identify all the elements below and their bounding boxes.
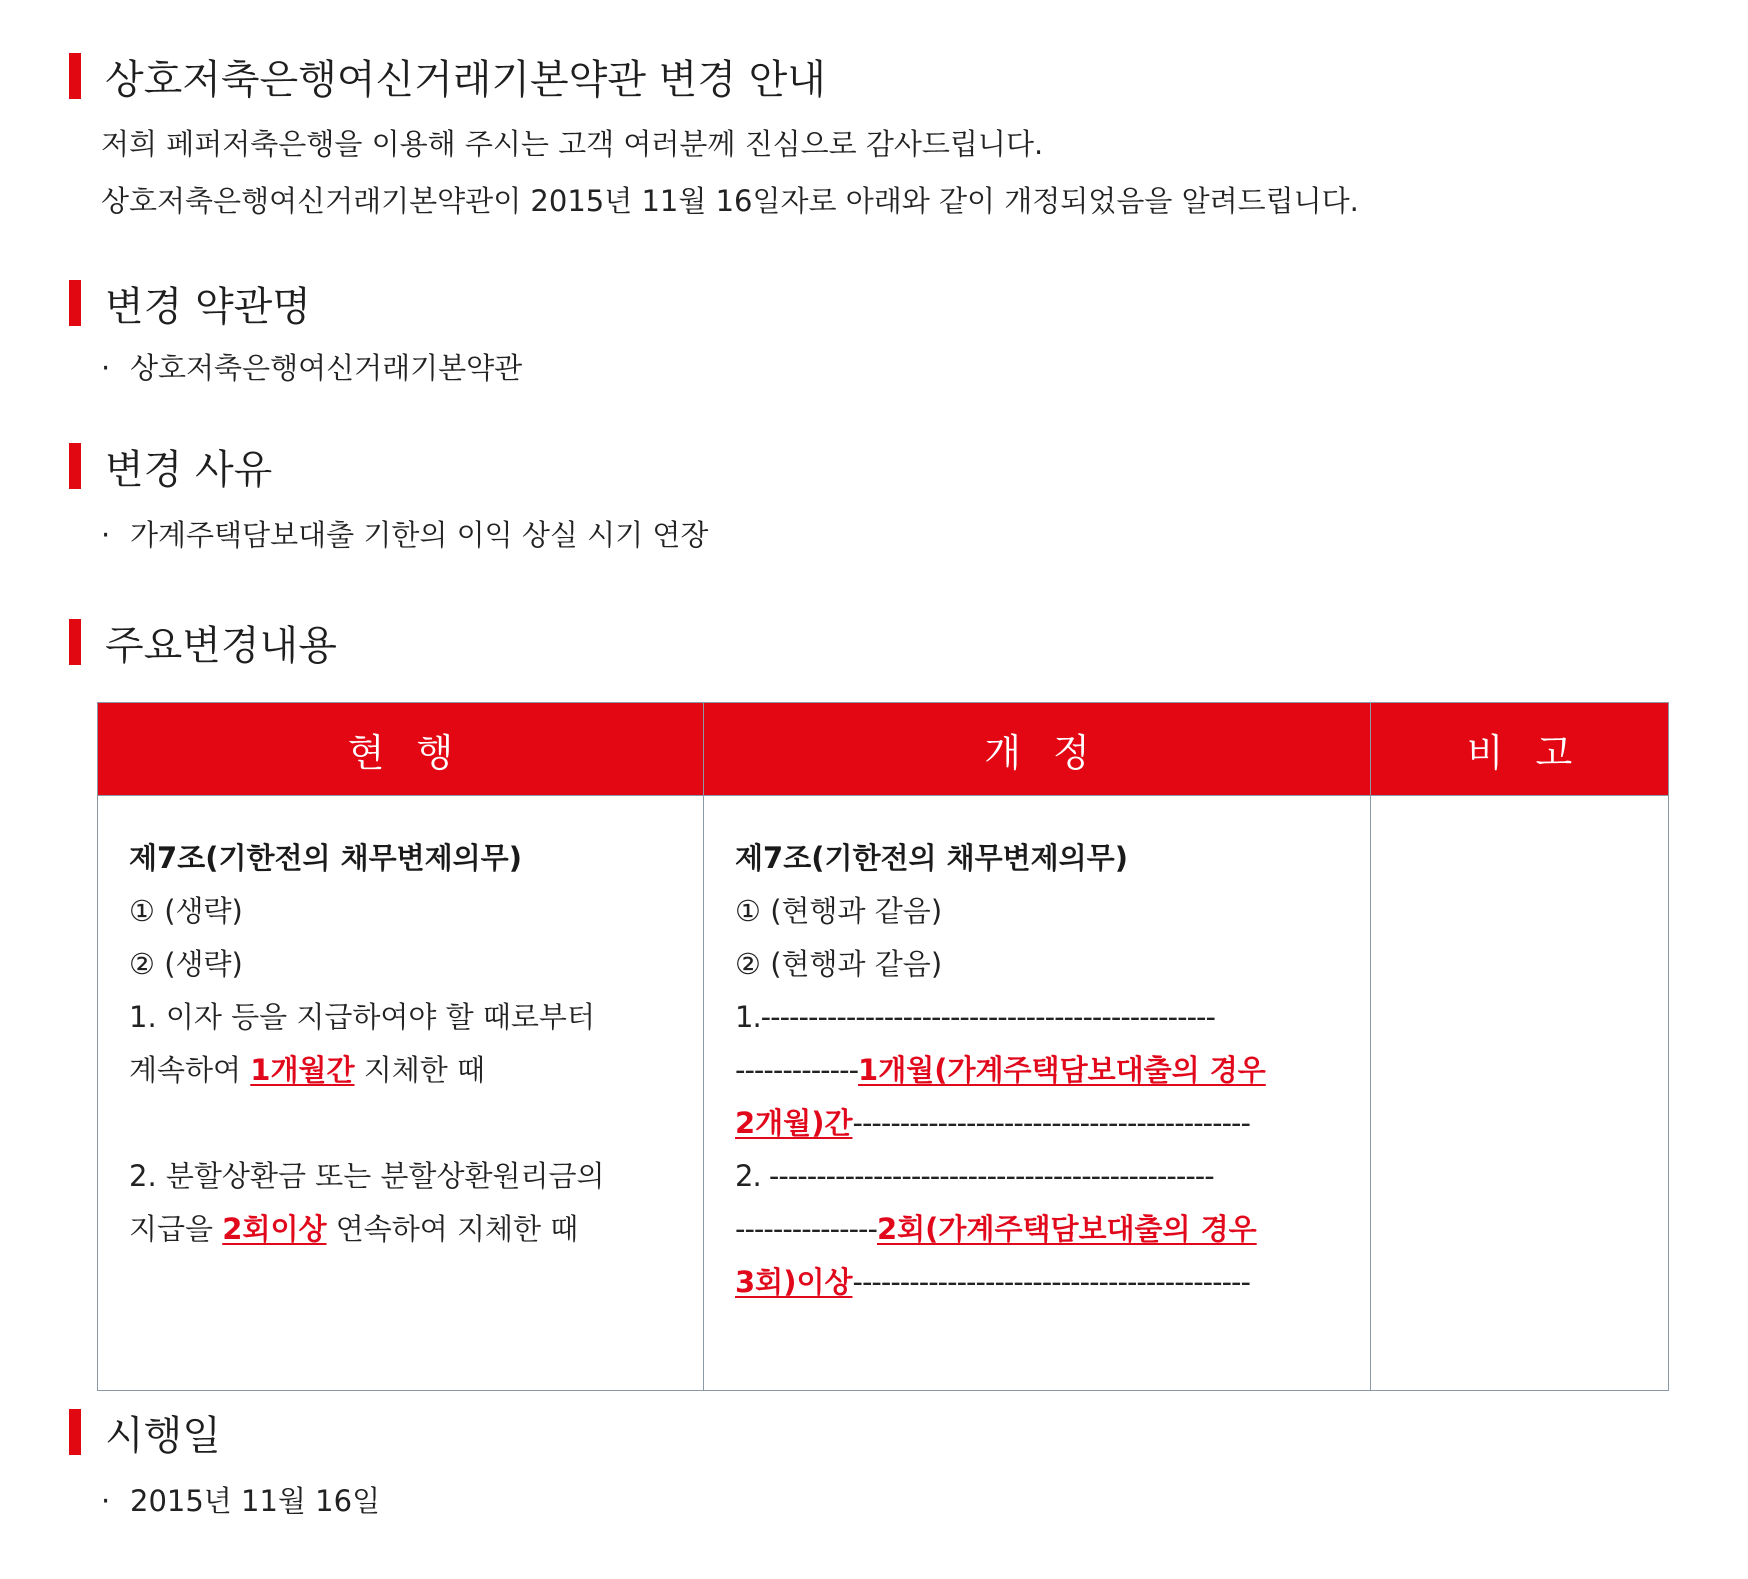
intro-line-2: 상호저축은행여신거래기본약관이 2015년 11월 16일자로 아래와 같이 개정되었음을 알려드립니다. — [101, 184, 1359, 218]
text-span: 계속하여 — [129, 1053, 251, 1087]
dash-span: --------------- — [735, 1212, 877, 1246]
highlight-text: 1개월간 — [250, 1053, 355, 1087]
section-marker — [69, 1409, 81, 1455]
current-heading: 제7조(기한전의 채무변제의무) — [129, 841, 522, 875]
table-header-row — [98, 703, 1669, 796]
section-title-reason — [69, 443, 273, 493]
note-cell — [1371, 796, 1669, 1391]
current-cell — [98, 796, 704, 1391]
revised-line-8 — [735, 1256, 1370, 1309]
section-title-changes — [69, 619, 337, 669]
terms-item-text: 상호저축은행여신거래기본약관 — [130, 351, 523, 385]
effective-title: 시행일 — [105, 1412, 221, 1459]
revised-line-2: ② (현행과 같음) — [735, 947, 943, 981]
terms-title: 변경 약관명 — [105, 283, 311, 330]
reason-title: 변경 사유 — [105, 446, 273, 493]
highlight-text: 2개월)간 — [735, 1106, 853, 1140]
revised-line-3: 1.------------------------------------------------ — [735, 1000, 1215, 1034]
dash-span: ------------------------------------------ — [852, 1265, 1250, 1299]
header-revised: 개정 — [704, 703, 1371, 796]
current-line-4 — [129, 1044, 703, 1097]
bullet-dot: · — [101, 351, 111, 385]
section-title-notice — [69, 53, 826, 103]
text-span: 지체한 때 — [354, 1053, 486, 1087]
section-marker — [69, 280, 81, 326]
header-note: 비고 — [1371, 703, 1669, 796]
terms-item — [101, 348, 522, 388]
changes-table — [97, 702, 1669, 1391]
text-span: 연속하여 지체한 때 — [326, 1212, 579, 1246]
changes-title: 주요변경내용 — [105, 622, 337, 669]
highlight-text: 3회)이상 — [735, 1265, 853, 1299]
dash-span: ------------------------------------------ — [852, 1106, 1250, 1140]
reason-item — [101, 515, 708, 555]
header-current: 현행 — [98, 703, 704, 796]
intro-line-1: 저희 페퍼저축은행을 이용해 주시는 고객 여러분께 진심으로 감사드립니다. — [101, 127, 1044, 161]
current-line-3: 1. 이자 등을 지급하여야 할 때로부터 — [129, 1000, 595, 1034]
section-marker — [69, 53, 81, 99]
section-marker — [69, 443, 81, 489]
revised-line-6: 2. ----------------------------------------------- — [735, 1159, 1214, 1193]
section-title-terms — [69, 280, 311, 330]
reason-item-text: 가계주택담보대출 기한의 이익 상실 시기 연장 — [130, 518, 709, 552]
blank-line — [129, 1097, 703, 1150]
dash-span: ------------- — [735, 1053, 859, 1087]
effective-item — [101, 1481, 380, 1521]
current-line-6 — [129, 1203, 703, 1256]
highlight-text: 1개월(가계주택담보대출의 경우 — [858, 1053, 1266, 1087]
revised-line-7 — [735, 1203, 1370, 1256]
text-span: 지급을 — [129, 1212, 223, 1246]
table-row — [98, 796, 1669, 1391]
effective-item-text: 2015년 11월 16일 — [130, 1484, 381, 1518]
revised-heading: 제7조(기한전의 채무변제의무) — [735, 841, 1128, 875]
highlight-text: 2회(가계주택담보대출의 경우 — [876, 1212, 1257, 1246]
bullet-dot: · — [101, 518, 111, 552]
revised-cell — [704, 796, 1371, 1391]
section-marker — [69, 619, 81, 665]
current-line-2: ② (생략) — [129, 947, 243, 981]
current-line-5: 2. 분할상환금 또는 분할상환원리금의 — [129, 1159, 605, 1193]
notice-title: 상호저축은행여신거래기본약관 변경 안내 — [105, 56, 826, 103]
revised-line-5 — [735, 1097, 1370, 1150]
revised-line-1: ① (현행과 같음) — [735, 894, 943, 928]
highlight-text: 2회이상 — [222, 1212, 327, 1246]
revised-line-4 — [735, 1044, 1370, 1097]
section-title-effective — [69, 1409, 221, 1459]
current-line-1: ① (생략) — [129, 894, 243, 928]
bullet-dot: · — [101, 1484, 111, 1518]
